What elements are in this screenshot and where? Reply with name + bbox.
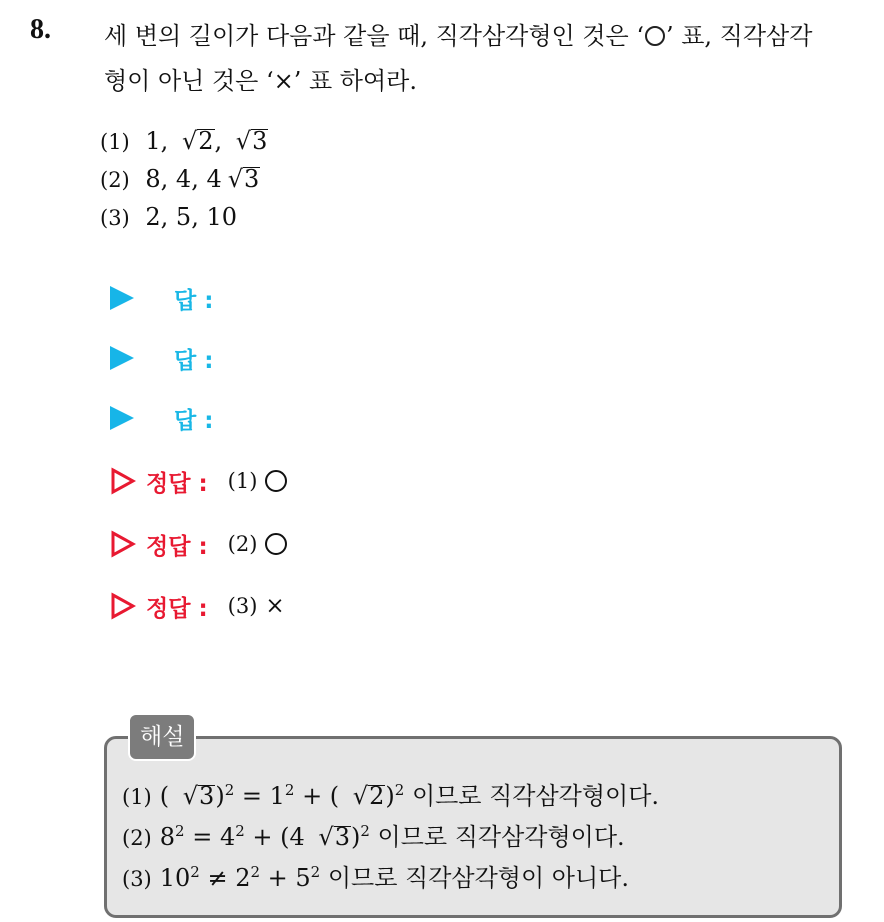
solution-label: 정답 : [146,470,208,497]
circle-mark-icon [265,533,287,555]
outline-arrow-icon [110,592,136,620]
cross-mark: × [265,593,285,619]
explanation-row: (3) $10^2 \ne 2^2 + 5^2$ 이므로 직각삼각형이 아니다. [122,863,629,892]
radicand: 3 [252,127,268,155]
explanation-number: (1) [122,785,152,809]
explanation-row: (2) $8^2 = 4^2 + (4$ √3)$^2$ 이므로 직각삼각형이다. [122,817,659,858]
solution-number: (3) [227,594,258,618]
item-value: 1, [145,127,169,155]
solution-row [110,463,287,499]
sqrt-expression: √3 [227,165,260,193]
solution-number: (1) [227,469,258,493]
answer-row[interactable] [110,400,213,436]
list-item [100,122,268,160]
answer-label: 답 : [174,407,214,434]
solution-row [110,588,285,624]
question-line1a: 세 변의 길이가 다음과 같을 때, 직각삼각형인 것은 ‘ [104,22,644,50]
explanation-tag: 해설 [128,713,196,761]
solution-value [228,593,285,619]
play-arrow-icon [110,286,134,310]
list-item [100,198,268,236]
radicand: 3 [244,165,260,193]
radicand: 2 [198,127,214,155]
explanation-text: 이므로 직각삼각형이다. [377,823,625,851]
explanation-number: (3) [122,867,152,891]
explanation-text: 이므로 직각삼각형이다. [411,782,660,810]
item-value: 2, 5, 10 [145,203,237,231]
play-arrow-icon [110,346,134,370]
sqrt-expression: √2 [352,782,385,810]
solution-label: 정답 : [146,533,208,560]
sqrt-expression: √3 [318,823,350,851]
explanation-number: (2) [122,826,152,850]
circle-mark-icon [265,470,287,492]
item-label: (3) [100,206,130,230]
question-number: 8. [30,14,51,45]
question-line1b: ’ 표, 직각삼각 [665,22,813,50]
explanation-text: 이므로 직각삼각형이 아니다. [327,864,629,892]
separator: , [214,127,223,155]
explanation-row: (1) ( $√3)^2 = 1^2$ + ( √2)$^2$ 이므로 직각삼각형이다. [122,776,659,817]
question-line2: 형이 아닌 것은 ‘×’ 표 하여라. [104,67,417,95]
answer-row[interactable] [110,280,213,316]
answer-label: 답 : [174,287,214,314]
answer-label: 답 : [174,347,214,374]
solution-value [228,532,288,556]
sqrt-expression: √2 [181,127,214,155]
item-list [100,122,268,236]
circle-icon [645,26,665,46]
answer-row[interactable] [110,340,213,376]
list-item [100,160,268,198]
solution-value [228,469,288,493]
play-arrow-icon [110,406,134,430]
sqrt-expression: √3 [182,782,215,810]
outline-arrow-icon [110,530,136,558]
sqrt-expression: √3 [235,127,268,155]
item-label: (2) [100,168,130,192]
question-text [104,14,874,104]
explanation-content [122,776,659,899]
solution-number: (2) [227,532,258,556]
item-label: (1) [100,130,130,154]
solution-label: 정답 : [146,595,208,622]
outline-arrow-icon [110,467,136,495]
solution-row [110,526,287,562]
item-value: 8, 4, 4 [145,165,222,193]
